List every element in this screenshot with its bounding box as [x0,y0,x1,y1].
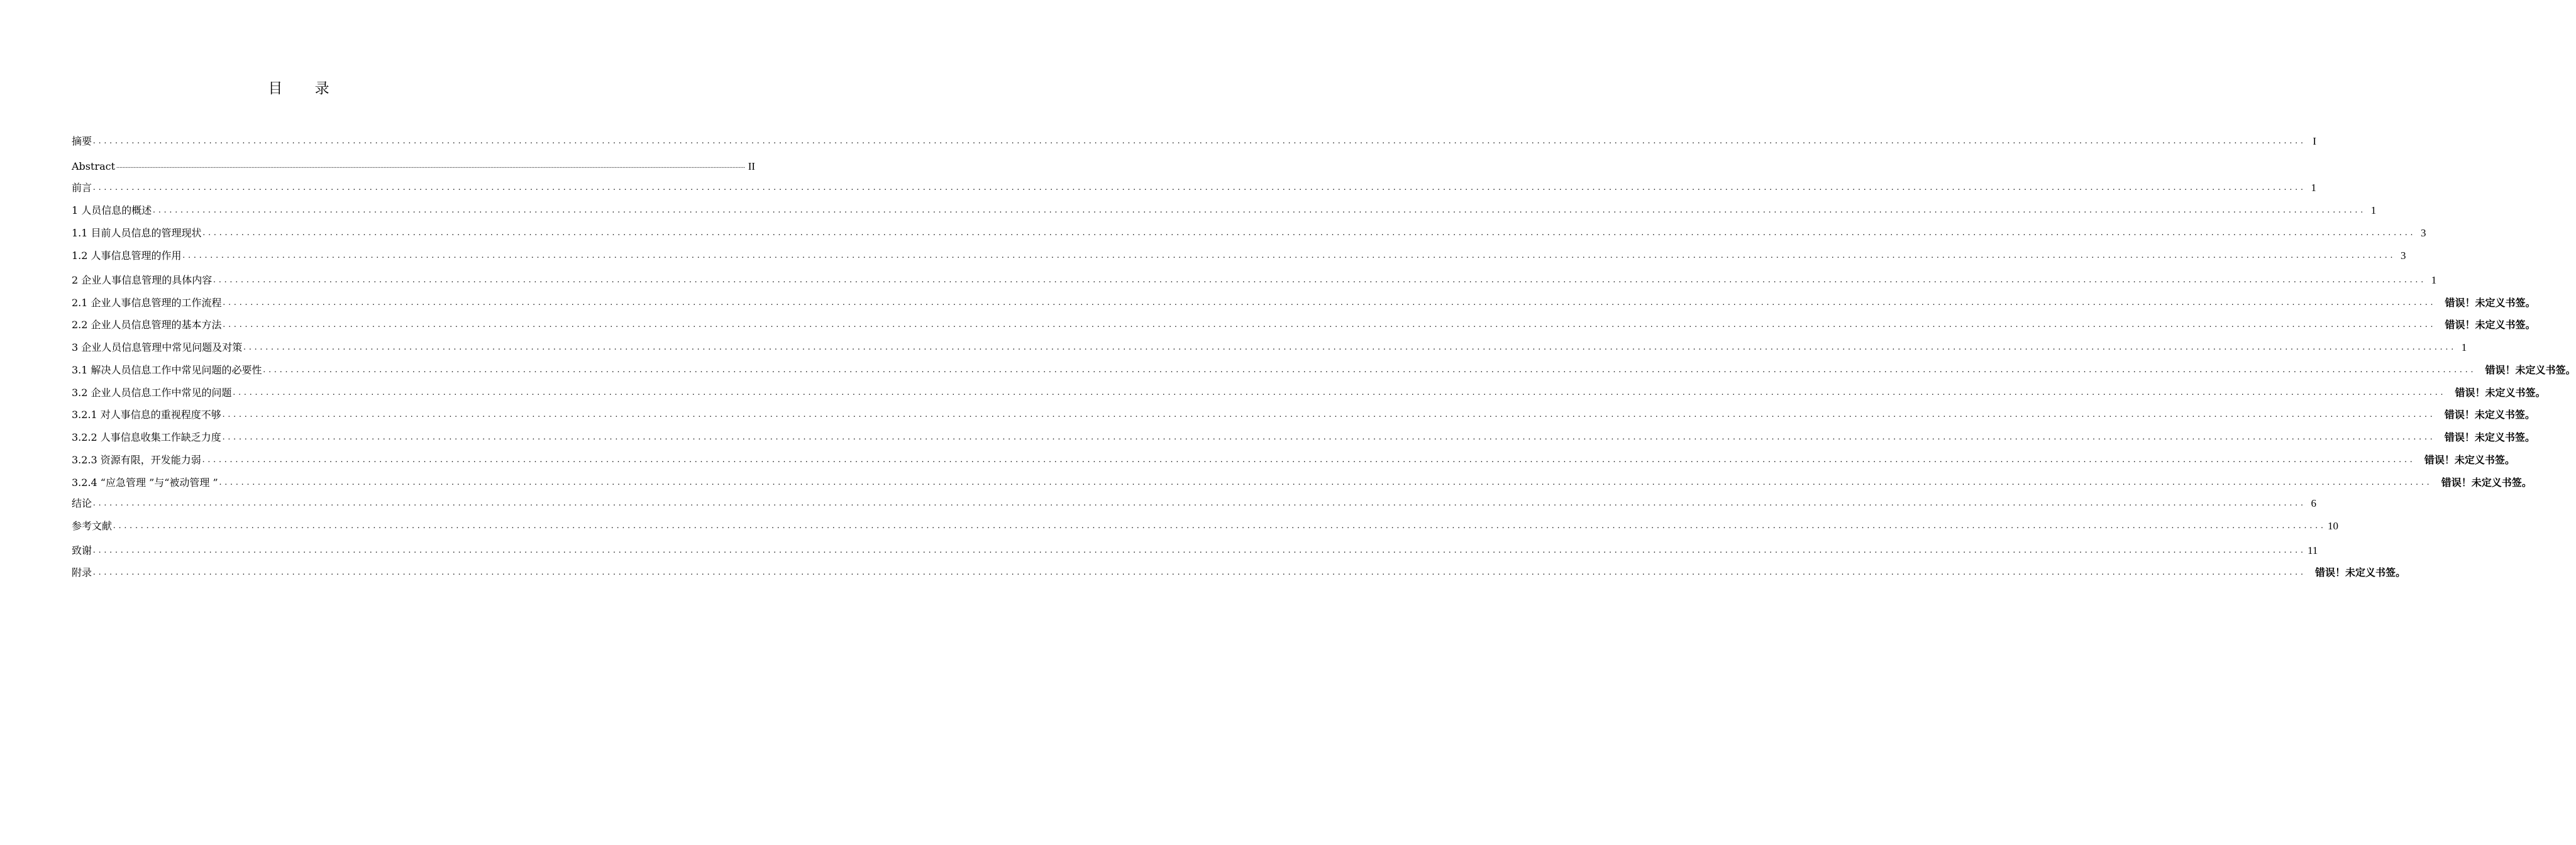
toc-entry[interactable] [72,407,2535,422]
dot-leader: ................................................................................................................................................................................................................................................................................................................................................................................................................ [93,136,2307,146]
toc-entry-page: 6 [2311,497,2317,509]
toc-entry-title: 3.2.4 “应急管理 ”与“被动管理 ” [72,477,218,489]
toc-entry-title: 3.2 企业人员信息工作中常见的问题 [72,387,232,399]
toc-entry-title: 3.1 解决人员信息工作中常见问题的必要性 [72,364,262,376]
toc-entry-title: 2.1 企业人事信息管理的工作流程 [72,297,222,309]
toc-entry-title: 1.2 人事信息管理的作用 [72,250,182,262]
toc-entry-title: 参考文献 [72,520,113,532]
dot-leader: ................................................................................................................................................................................................................................................................................................................................................................................................................ [243,343,2457,352]
toc-entry[interactable] [72,180,2317,196]
toc-entry-title: 1.1 目前人员信息的管理现状 [72,227,202,239]
toc-entry-page: 1 [2311,182,2317,194]
toc-entry-page: I [2313,135,2317,147]
toc-entry-title: 致谢 [72,544,92,556]
toc-entry-title: 2 企业人事信息管理的具体内容 [72,274,213,286]
dot-leader: ................................................................................................................................................................................................................................................................................................................................................................................................................ [263,365,2477,375]
toc-entry-title: 3.2.1 对人事信息的重视程度不够 [72,409,221,421]
toc-entry-page: 1 [2370,204,2377,216]
toc-entry[interactable] [72,543,2318,558]
toc-entry[interactable] [72,430,2535,445]
toc-entry[interactable] [72,496,2317,511]
dot-leader: ................................................................................................................................................................................................................................................................................................................................................................................................................ [113,521,2327,531]
toc-entry-page: 错误！未定义书签。 [2485,364,2576,376]
toc-entry[interactable] [72,295,2536,311]
toc-entry-page: 3 [2401,250,2406,262]
toc-entry[interactable] [72,318,2536,333]
toc-entry[interactable] [72,203,2377,218]
dot-leader: ................................................................................................................................................................................................................................................................................................................................................................................................................ [202,455,2416,465]
toc-entry-page: 10 [2328,520,2339,532]
dot-leader: ................................................................................................................................................................................................................................................................................................................................................................................................................ [222,410,2436,419]
toc-entry-page: 错误！未定义书签。 [2445,297,2536,309]
toc-entry[interactable] [72,475,2532,490]
toc-entry-title: 摘要 [72,135,92,147]
toc-entry[interactable] [72,385,2546,400]
dot-leader: ................................................................................................................................................................................................................................................................................................................................................................................................................ [93,546,2307,555]
toc-entry-title: 结论 [72,497,92,509]
toc-entry-page: II [748,160,756,172]
toc-title: 目 录 [268,80,343,97]
toc-entry-title: 3 企业人员信息管理中常见问题及对策 [72,341,243,353]
toc-entry-page: 错误！未定义书签。 [2455,387,2546,399]
toc-entry[interactable] [72,273,2437,288]
dot-leader: ................................................................................................................................................................................................................................................................................................................................................................................................................ [93,568,2307,577]
toc-entry[interactable] [72,248,2406,263]
toc-entry[interactable] [72,159,756,174]
toc-entry-page: 1 [2431,274,2437,286]
toc-entry[interactable] [72,519,2339,534]
dot-leader: ................................................................................................................................................................................................................................................................................................................................................................................................................ [153,206,2367,215]
dot-leader: ................................................................................................................................................................................................................................................................................................................................................................................................................ [213,275,2427,285]
dot-leader: ................................................................................................................................................................................................................................................................................................................................................................................................................ [202,228,2416,238]
dot-leader: ................................................................................................................................................................................................................................................................................................................................................................................................................ [219,478,2433,487]
dot-leader: ................................................................................................................................................................................................................................................................................................................................................................................................................ [93,183,2307,192]
dot-leader: ................................................................................................................................................................................................................................................................................................................................................................................................................ [233,388,2446,397]
toc-entry[interactable] [72,226,2426,241]
toc-entry-page: 错误！未定义书签。 [2444,409,2535,421]
toc-entry-page: 错误！未定义书签。 [2444,431,2535,443]
dot-leader: ................................................................................................................................................................................................................................................................................................................................................................................................................ [223,298,2436,307]
toc-entry[interactable] [72,565,2406,580]
toc-entry-page: 1 [2461,341,2467,353]
toc-entry-page: 11 [2308,544,2318,556]
toc-entry-title: 1 人员信息的概述 [72,204,152,216]
toc-entry[interactable] [72,453,2515,468]
toc-entry[interactable] [72,134,2317,149]
toc-entry-title: Abstract [72,160,116,172]
toc-entry-page: 错误！未定义书签。 [2441,477,2532,489]
toc-entry-page: 错误！未定义书签。 [2424,454,2515,466]
toc-entry-page: 错误！未定义书签。 [2445,319,2536,331]
toc-entry[interactable] [72,363,2576,378]
dot-leader: ................................................................................................................................................................................................................................................................................................................................................................................................................ [93,499,2307,508]
toc-entry-title: 前言 [72,182,92,194]
toc-entry-page: 3 [2421,227,2426,239]
toc-entry-title: 2.2 企业人员信息管理的基本方法 [72,319,222,331]
dot-leader: ................................................................................................................................................................................................................................................................................................................................................................................................................ [222,433,2436,442]
toc-entry-title: 3.2.3 资源有限，开发能力弱 [72,454,201,466]
dot-leader: ................................................................................................................................................................................................................................................................................................................................................................................................................ [223,320,2436,329]
dot-leader: ................................................................................................................................................................................................................................................................................................................................................................................................................ [182,251,2396,260]
toc-entry[interactable] [72,340,2467,355]
dot-leader: ................................................................................................................................................................................................................................................................................................................................................................................................................ [116,163,746,170]
toc-entry-title: 3.2.2 人事信息收集工作缺乏力度 [72,431,221,443]
toc-entry-title: 附录 [72,566,92,578]
toc-entry-page: 错误！未定义书签。 [2315,566,2406,578]
